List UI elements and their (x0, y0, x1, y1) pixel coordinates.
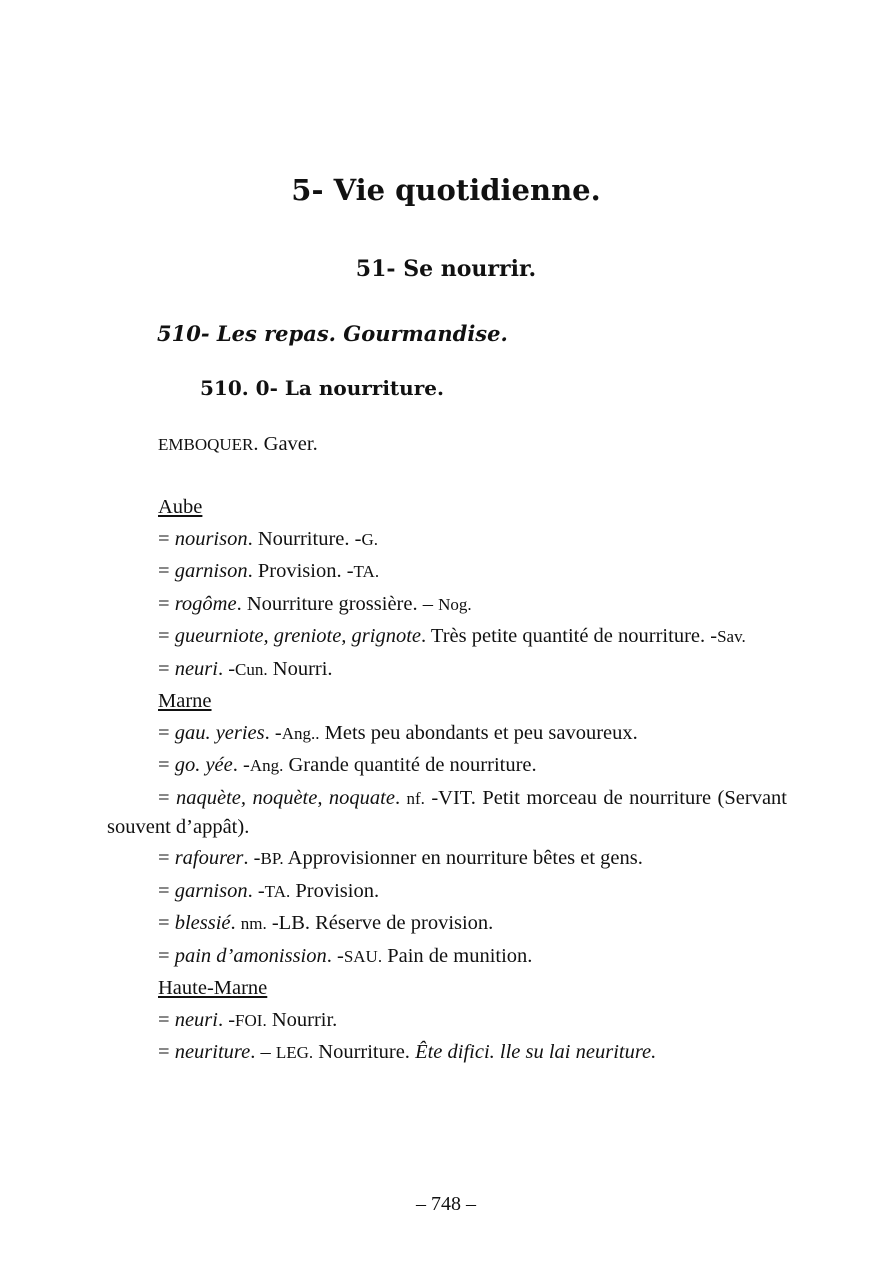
entry-eq: = (158, 625, 175, 647)
page-number: – 748 – (416, 1193, 476, 1215)
entry-source: G. (361, 529, 378, 549)
entry-text-after: Grande quantité de nourriture. (283, 754, 537, 776)
entry-term: gueurniote, greniote, grignote (174, 625, 422, 647)
entry-eq: = (158, 754, 175, 776)
entry-text: . - (247, 879, 265, 902)
subsubsection-heading: 510. 0- La nourriture. (200, 376, 444, 400)
entry-text-after: -LB. Réserve de provision. (266, 912, 494, 934)
entry-term: rogôme (174, 592, 237, 615)
entry-eq: = (158, 912, 175, 934)
glossary-entry (107, 1038, 787, 1067)
glossary-body (107, 430, 787, 1071)
entry-text: . (230, 912, 241, 934)
entry-text: . - (217, 1008, 236, 1031)
entry-eq: = (158, 592, 175, 615)
entry-source: Sav. (717, 627, 746, 646)
entry-source: TA. (353, 562, 380, 581)
entry-term: go. yée (174, 754, 233, 776)
entry-text: . Nourriture. - (247, 527, 362, 550)
intro-entry (107, 430, 787, 459)
entry-source: FOI. (235, 1010, 267, 1030)
entry-text: . - (326, 944, 344, 967)
entry-text: . (394, 786, 407, 809)
glossary-entry (107, 844, 787, 873)
entry-text: . - (232, 754, 250, 776)
entry-eq: = (158, 721, 175, 744)
entry-term: blessié (174, 912, 231, 934)
entry-text: . Très petite quantité de nourriture. - (421, 625, 718, 647)
section-heading: 51- Se nourrir. (355, 256, 537, 282)
entry-eq: = (158, 657, 175, 680)
entry-term: neuriture (174, 1041, 251, 1063)
chapter-heading: 5- Vie quotidienne. (291, 173, 601, 207)
entry-text-after: Nourrir. (266, 1008, 338, 1031)
subsection-heading: 510- Les repas. Gourmandise. (157, 321, 508, 346)
glossary-entry (107, 942, 787, 971)
entry-source: BP. (260, 849, 284, 868)
entry-eq: = (158, 847, 175, 869)
region-heading-haute-marne: Haute-Marne (158, 977, 268, 999)
entry-term: neuri (174, 657, 218, 680)
region-heading-aube: Aube (158, 496, 203, 518)
entry-text-after: Pain de munition. (382, 944, 533, 967)
entry-source: Ang. (249, 756, 284, 775)
entry-text: . Provision. - (247, 560, 354, 582)
glossary-entry (107, 877, 787, 906)
entry-term: naquète, noquète, noquate (176, 786, 395, 809)
entry-source: Nog. (438, 594, 472, 614)
entry-text-after: Approvisionner en nourriture bêtes et gens. (283, 847, 643, 869)
entry-term: neuri (174, 1008, 218, 1031)
glossary-entry (107, 525, 787, 554)
entry-source: Ang.. (281, 723, 320, 743)
entry-quote: Ête difici. lle su lai neuriture. (415, 1041, 657, 1063)
glossary-entry (107, 557, 787, 586)
entry-eq: = (158, 944, 175, 967)
glossary-entry (107, 784, 787, 841)
intro-definition: . Gaver. (253, 433, 318, 455)
entry-term: garnison (174, 560, 248, 582)
glossary-entry (107, 751, 787, 780)
entry-term: gau. yeries (174, 721, 265, 744)
glossary-entry (107, 590, 787, 619)
entry-text-after: Nourriture. (313, 1041, 416, 1063)
entry-eq: = (158, 1041, 175, 1063)
glossary-entry (107, 1006, 787, 1035)
glossary-entry (107, 719, 787, 748)
entry-source: nm. (240, 914, 267, 933)
entry-eq: = (158, 527, 175, 550)
entry-source: LEG. (275, 1043, 314, 1062)
region-heading-marne: Marne (158, 690, 212, 712)
entry-text: . - (264, 721, 282, 744)
glossary-entry (107, 655, 787, 684)
entry-text-after: Nourri. (267, 657, 333, 680)
intro-term: EMBOQUER (158, 435, 254, 454)
entry-text: . - (217, 657, 236, 680)
entry-text-after: -VIT. Petit morceau de nourriture (Servant souvent d’appât). (107, 786, 787, 838)
entry-text: . – (250, 1041, 276, 1063)
entry-source: TA. (264, 881, 291, 901)
entry-text: . - (243, 847, 261, 869)
entry-term: pain d’amonission (174, 944, 327, 967)
entry-eq: = (158, 560, 175, 582)
entry-text-after: Provision. (290, 879, 380, 902)
entry-eq: = (158, 879, 175, 902)
entry-eq: = (158, 786, 176, 809)
entry-source: nf. (406, 788, 425, 808)
glossary-entry (107, 622, 787, 651)
entry-term: garnison (174, 879, 248, 902)
entry-text: . Nourriture grossière. – (236, 592, 439, 615)
entry-eq: = (158, 1008, 175, 1031)
entry-source: SAU. (343, 946, 383, 966)
entry-term: rafourer (174, 847, 244, 869)
entry-term: nourison (174, 527, 248, 550)
entry-source: Cun. (235, 659, 268, 679)
entry-text-after: Mets peu abondants et peu savoureux. (319, 721, 638, 744)
glossary-entry (107, 909, 787, 938)
